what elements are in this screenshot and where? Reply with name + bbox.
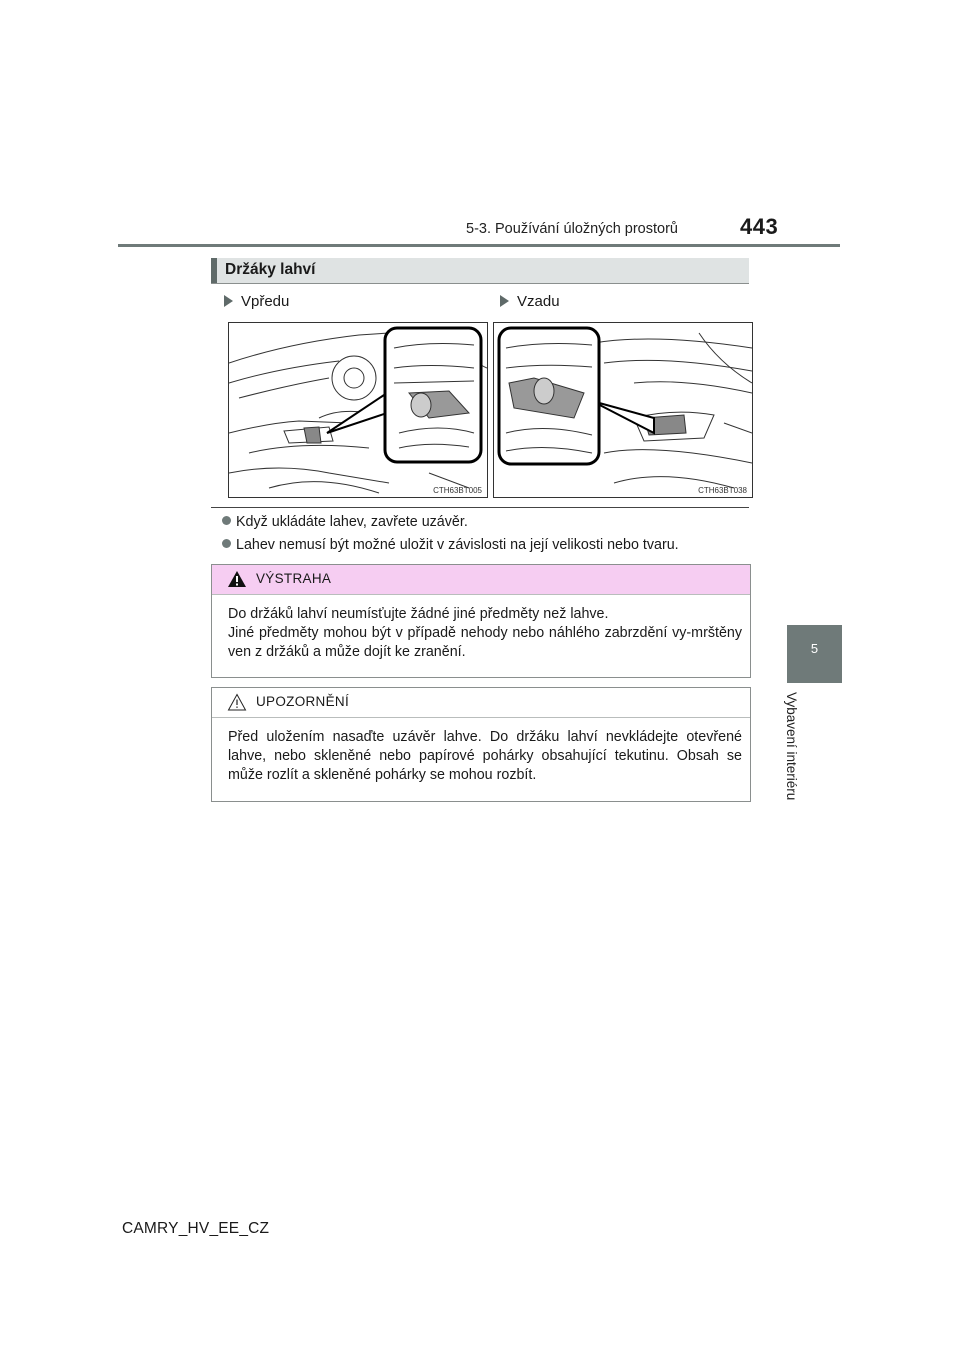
figure-code-front: CTH63BT005: [433, 486, 482, 495]
warning-line: Do držáků lahví neumísťujte žádné jiné předměty než lahve.: [228, 606, 609, 622]
warning-triangle-icon: [227, 570, 247, 588]
chapter-title-vertical: [776, 692, 836, 822]
warning-label: VÝSTRAHA: [256, 571, 332, 586]
chapter-tab: [787, 625, 842, 683]
list-item: Lahev nemusí být možné uložit v závislosti na její velikosti nebo tvaru.: [222, 537, 679, 553]
caution-triangle-icon: [227, 693, 247, 711]
chapter-title: Vybavení interiéru: [784, 692, 799, 801]
warning-body: [212, 595, 750, 662]
front-console-illustration: [229, 323, 487, 497]
document-code: CAMRY_HV_EE_CZ: [122, 1220, 270, 1237]
warning-line: Jiné předměty mohou být v případě nehody nebo náhlého zabrzdění vy-mrštěny ven z držáků a může dojít ke zranění.: [228, 625, 742, 660]
figures-divider: [211, 507, 749, 508]
warning-box: [211, 564, 751, 678]
section-accent: [211, 258, 217, 283]
figure-front-bottle-holder: [228, 322, 488, 498]
rear-console-illustration: [494, 323, 752, 497]
figure-code-rear: CTH63BT038: [698, 486, 747, 495]
figure-rear-bottle-holder: [493, 322, 753, 498]
caution-box: [211, 687, 751, 802]
list-item: Když ukládáte lahev, zavřete uzávěr.: [222, 514, 468, 530]
chapter-number: 5: [810, 641, 819, 656]
section-title-bar: [211, 258, 749, 284]
bullet-icon: [222, 539, 231, 548]
header-divider: [118, 244, 840, 247]
caution-header: [212, 688, 750, 718]
warning-header: [212, 565, 750, 595]
header-section-title: 5-3. Používání úložných prostorů: [466, 221, 678, 237]
caution-body: Před uložením nasaďte uzávěr lahve. Do držáku lahví nevkládejte otevřené lahve, nebo skleněné nebo papírové pohárky obsahující tekutinu. Obsah se může rozlít a skleněné pohárky se mohou rozbít.: [228, 729, 742, 783]
bullet-icon: [222, 516, 231, 525]
arrow-right-icon: [500, 295, 509, 307]
page-number: 443: [740, 214, 779, 239]
arrow-right-icon: [224, 295, 233, 307]
figure-label-front: Vpředu: [224, 293, 289, 310]
figure-label-rear: Vzadu: [500, 293, 560, 310]
section-title: Držáky lahví: [225, 261, 316, 278]
caution-label: UPOZORNĚNÍ: [256, 694, 350, 709]
